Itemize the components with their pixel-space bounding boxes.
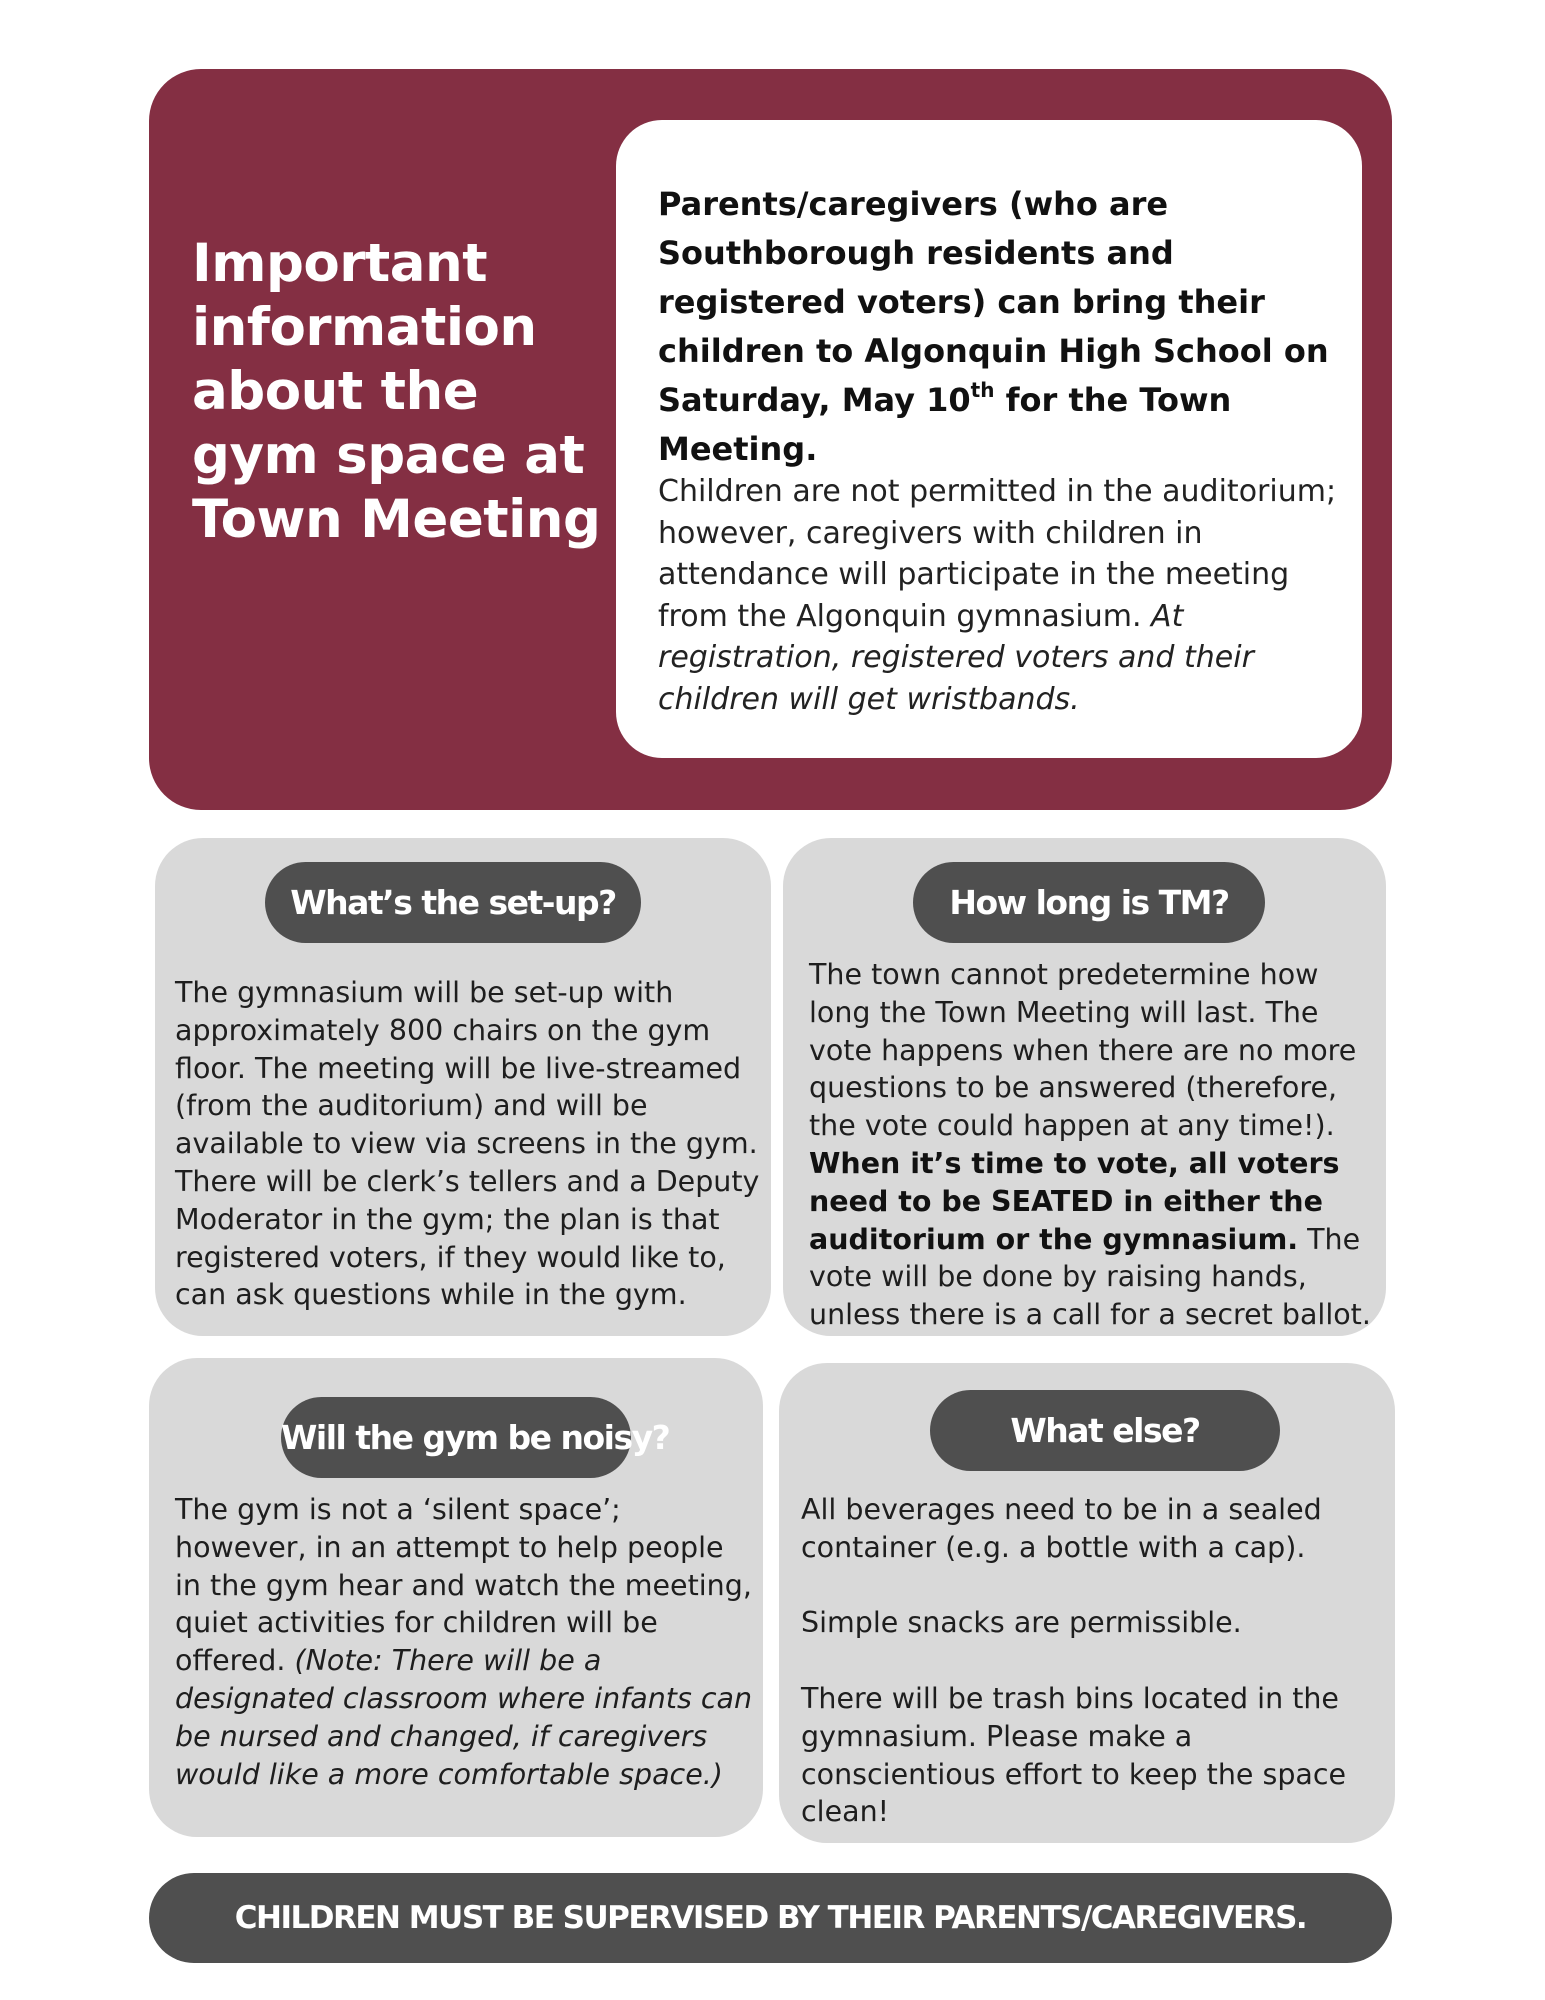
page-title-line: information: [192, 297, 537, 358]
duration-text: [809, 956, 1379, 1334]
duration-heading: How long is TM?: [913, 862, 1265, 943]
else-panel: [779, 1363, 1395, 1843]
setup-panel: [155, 838, 771, 1336]
page-title-line: about the: [192, 361, 479, 422]
intro-card: [616, 120, 1362, 758]
noise-text-main: The gym is not a ‘silent space’; however, in an attempt to help people in the gym hear and watch the meeting, quiet activities for children will be offered.: [175, 1493, 752, 1678]
intro-lead-superscript: th: [970, 378, 995, 403]
noise-text: [175, 1491, 757, 1793]
intro-body-text: Children are not permitted in the auditorium; however, caregivers with children in attendance will participate in the meeting from the Algonquin gymnasium.: [658, 474, 1337, 634]
else-heading: What else?: [930, 1390, 1280, 1471]
setup-heading: What’s the set-up?: [265, 862, 641, 943]
duration-text-bold: When it’s time to vote, all voters need to be SEATED in either the auditorium or the gymnasium.: [809, 1146, 1340, 1256]
intro-lead-text: Parents/caregivers (who are Southborough residents and registered voters) can bring their children to Algonquin High School on Saturday, May 10: [658, 185, 1329, 419]
else-para-snacks: Simple snacks are permissible.: [801, 1606, 1242, 1640]
page-title-line: gym space at: [192, 425, 585, 486]
intro-body-italic: At registration, registered voters and their children will get wristbands.: [658, 598, 1254, 717]
duration-text-intro: The town cannot predetermine how long the Town Meeting will last. The vote happens when there are no more questions to be answered (therefore, the vote could happen at any time!).: [809, 958, 1357, 1143]
noise-panel: [149, 1358, 763, 1837]
noise-text-note: (Note: There will be a designated classroom where infants can be nursed and changed, if caregivers would like a more comfortable space.): [175, 1644, 753, 1791]
hero-banner: [149, 69, 1392, 810]
duration-text-end: The vote will be done by raising hands, unless there is a call for a secret ballot.: [809, 1222, 1371, 1332]
intro-body: [658, 471, 1348, 720]
else-para-trash: There will be trash bins located in the gymnasium. Please make a conscientious effort to keep the space clean!: [801, 1681, 1347, 1829]
page-title-line: Town Meeting: [192, 489, 601, 550]
intro-lead: [658, 180, 1348, 474]
noise-heading: Will the gym be noisy?: [281, 1397, 631, 1478]
duration-panel: [783, 838, 1386, 1336]
supervision-banner: CHILDREN MUST BE SUPERVISED BY THEIR PARENTS/CAREGIVERS.: [149, 1873, 1392, 1963]
page-title-line: Important: [192, 233, 488, 294]
setup-text: The gymnasium will be set-up with approximately 800 chairs on the gym floor. The meeting will be live-streamed (from the auditorium) and will be available to view via screens in the gym. There will be clerk’s tellers and a Deputy Moderator in the gym; the plan is that registered voters, if they would like to, can ask questions while in the gym.: [175, 976, 760, 1312]
intro-lead-text-end: for the Town Meeting.: [658, 381, 1232, 468]
else-para-beverages: All beverages need to be in a sealed container (e.g. a bottle with a cap).: [801, 1493, 1322, 1564]
page-title: [192, 232, 612, 552]
else-text: [801, 1491, 1391, 1831]
